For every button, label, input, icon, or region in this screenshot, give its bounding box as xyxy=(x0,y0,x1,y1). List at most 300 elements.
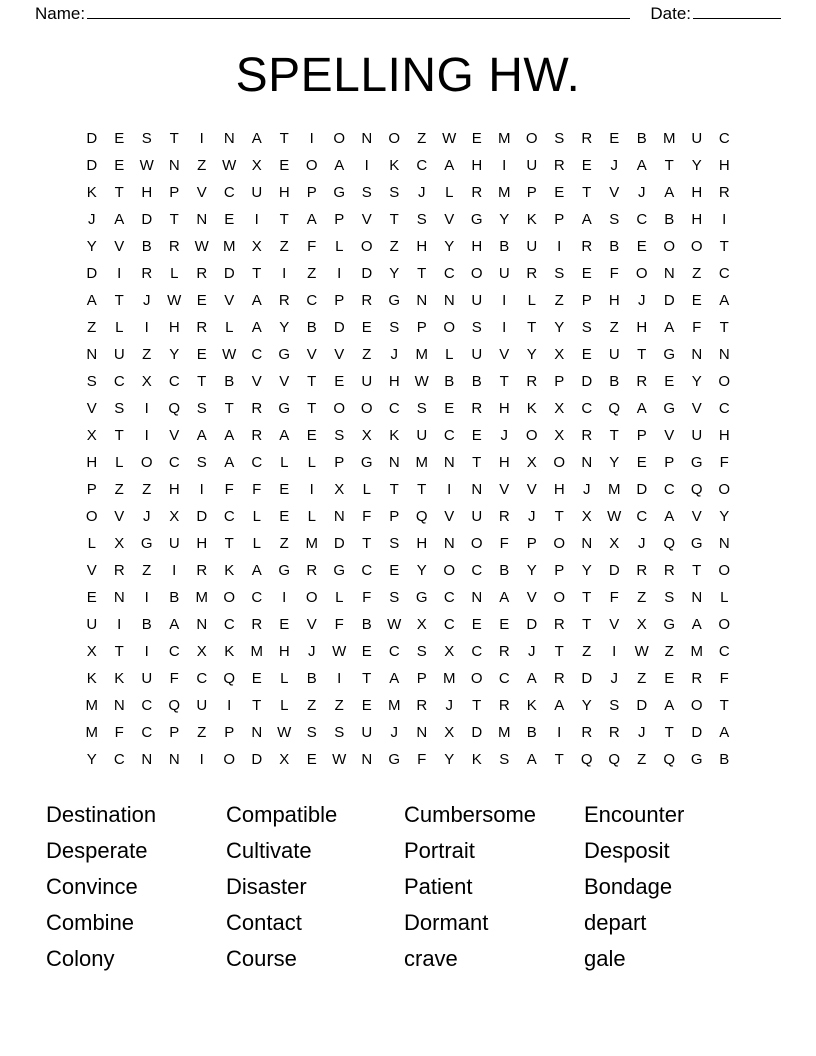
grid-cell[interactable]: F xyxy=(692,319,702,336)
grid-cell[interactable]: E xyxy=(279,616,290,633)
grid-cell[interactable]: E xyxy=(389,562,400,579)
grid-cell[interactable]: N xyxy=(223,130,235,147)
grid-cell[interactable]: K xyxy=(526,211,537,228)
grid-cell[interactable]: G xyxy=(663,400,676,417)
grid-cell[interactable]: S xyxy=(389,319,400,336)
grid-cell[interactable]: Y xyxy=(169,346,180,363)
grid-cell[interactable]: I xyxy=(199,481,204,498)
grid-cell[interactable]: H xyxy=(691,211,703,228)
grid-cell[interactable]: J xyxy=(390,346,398,363)
grid-cell[interactable]: L xyxy=(445,184,454,201)
grid-cell[interactable]: X xyxy=(279,751,290,768)
grid-cell[interactable]: V xyxy=(196,184,207,201)
grid-cell[interactable]: J xyxy=(500,427,508,444)
grid-cell[interactable]: R xyxy=(416,697,428,714)
grid-cell[interactable]: T xyxy=(389,211,399,228)
grid-cell[interactable]: K xyxy=(224,562,235,579)
word-list-item[interactable]: Patient xyxy=(404,874,473,899)
grid-cell[interactable]: Q xyxy=(415,508,428,525)
grid-cell[interactable]: I xyxy=(172,562,177,579)
grid-cell[interactable]: M xyxy=(498,724,511,741)
grid-cell[interactable]: O xyxy=(140,454,153,471)
grid-cell[interactable]: L xyxy=(307,454,316,471)
word-search-grid[interactable] xyxy=(78,125,738,773)
grid-cell[interactable]: I xyxy=(117,265,122,282)
grid-cell[interactable]: N xyxy=(718,535,730,552)
grid-cell[interactable]: Z xyxy=(279,535,289,552)
grid-cell[interactable]: V xyxy=(114,238,125,255)
grid-cell[interactable]: N xyxy=(113,697,125,714)
grid-cell[interactable]: C xyxy=(306,292,318,309)
grid-cell[interactable]: F xyxy=(114,724,124,741)
grid-cell[interactable]: Z xyxy=(279,238,289,255)
grid-cell[interactable]: A xyxy=(554,697,565,714)
grid-cell[interactable]: A xyxy=(664,319,675,336)
grid-cell[interactable]: M xyxy=(195,589,208,606)
grid-cell[interactable]: W xyxy=(222,157,237,174)
grid-cell[interactable]: Z xyxy=(362,346,372,363)
grid-cell[interactable]: E xyxy=(114,130,125,147)
grid-cell[interactable]: O xyxy=(690,238,703,255)
grid-cell[interactable]: O xyxy=(333,400,346,417)
grid-cell[interactable]: N xyxy=(416,292,428,309)
grid-cell[interactable]: R xyxy=(196,562,208,579)
grid-cell[interactable]: W xyxy=(277,724,292,741)
grid-cell[interactable]: D xyxy=(581,670,593,687)
grid-cell[interactable]: B xyxy=(636,130,647,147)
grid-cell[interactable]: N xyxy=(581,454,593,471)
grid-cell[interactable]: N xyxy=(113,589,125,606)
word-list-item[interactable]: depart xyxy=(584,910,647,935)
grid-cell[interactable]: T xyxy=(554,751,564,768)
grid-cell[interactable]: M xyxy=(663,130,676,147)
grid-cell[interactable]: B xyxy=(306,670,317,687)
grid-cell[interactable]: H xyxy=(388,373,400,390)
grid-cell[interactable]: J xyxy=(143,292,151,309)
grid-cell[interactable]: B xyxy=(609,238,620,255)
grid-cell[interactable]: I xyxy=(502,157,507,174)
grid-cell[interactable]: I xyxy=(254,211,259,228)
grid-cell[interactable]: C xyxy=(196,670,208,687)
grid-cell[interactable]: U xyxy=(526,157,538,174)
grid-cell[interactable]: X xyxy=(609,535,620,552)
grid-cell[interactable]: R xyxy=(691,670,703,687)
grid-cell[interactable]: R xyxy=(526,373,538,390)
grid-cell[interactable]: W xyxy=(194,238,209,255)
grid-cell[interactable]: C xyxy=(416,157,428,174)
grid-cell[interactable]: E xyxy=(279,157,290,174)
grid-cell[interactable]: J xyxy=(610,157,618,174)
grid-cell[interactable]: A xyxy=(444,157,455,174)
grid-cell[interactable]: K xyxy=(526,400,537,417)
grid-cell[interactable]: T xyxy=(692,562,702,579)
grid-cell[interactable]: J xyxy=(390,724,398,741)
grid-cell[interactable]: G xyxy=(663,346,676,363)
grid-cell[interactable]: I xyxy=(282,265,287,282)
grid-cell[interactable]: K xyxy=(86,670,97,687)
grid-cell[interactable]: Z xyxy=(664,643,674,660)
grid-cell[interactable]: E xyxy=(86,589,97,606)
grid-cell[interactable]: L xyxy=(335,238,344,255)
grid-cell[interactable]: Y xyxy=(86,751,97,768)
grid-cell[interactable]: X xyxy=(251,238,262,255)
grid-cell[interactable]: M xyxy=(443,670,456,687)
grid-cell[interactable]: I xyxy=(502,319,507,336)
grid-cell[interactable]: R xyxy=(168,238,180,255)
grid-cell[interactable]: G xyxy=(278,562,291,579)
grid-cell[interactable]: J xyxy=(308,643,316,660)
grid-cell[interactable]: O xyxy=(553,589,566,606)
grid-cell[interactable]: T xyxy=(719,697,729,714)
grid-cell[interactable]: L xyxy=(170,265,179,282)
grid-cell[interactable]: B xyxy=(444,373,455,390)
grid-cell[interactable]: B xyxy=(361,616,372,633)
word-list-item[interactable]: Contact xyxy=(226,910,302,935)
grid-cell[interactable]: O xyxy=(718,481,731,498)
grid-cell[interactable]: U xyxy=(691,427,703,444)
grid-cell[interactable]: C xyxy=(168,454,180,471)
grid-cell[interactable]: W xyxy=(387,616,402,633)
grid-cell[interactable]: Y xyxy=(581,697,592,714)
grid-cell[interactable]: X xyxy=(361,427,372,444)
grid-cell[interactable]: A xyxy=(691,616,702,633)
grid-cell[interactable]: L xyxy=(335,589,344,606)
grid-cell[interactable]: H xyxy=(278,643,290,660)
grid-cell[interactable]: W xyxy=(634,643,649,660)
grid-cell[interactable]: Q xyxy=(608,751,621,768)
grid-cell[interactable]: G xyxy=(333,562,346,579)
grid-cell[interactable]: P xyxy=(554,562,565,579)
grid-cell[interactable]: Q xyxy=(223,670,236,687)
grid-cell[interactable]: T xyxy=(307,373,317,390)
grid-cell[interactable]: N xyxy=(471,481,483,498)
grid-cell[interactable]: W xyxy=(442,130,457,147)
word-list-item[interactable]: Disaster xyxy=(226,874,307,899)
grid-cell[interactable]: W xyxy=(607,508,622,525)
grid-cell[interactable]: Y xyxy=(416,562,427,579)
grid-cell[interactable]: U xyxy=(251,184,263,201)
grid-cell[interactable]: I xyxy=(117,616,122,633)
grid-cell[interactable]: N xyxy=(443,454,455,471)
grid-cell[interactable]: E xyxy=(471,427,482,444)
grid-cell[interactable]: T xyxy=(664,724,674,741)
grid-cell[interactable]: N xyxy=(471,589,483,606)
grid-cell[interactable]: R xyxy=(581,238,593,255)
word-list-item[interactable]: Cultivate xyxy=(226,838,312,863)
grid-cell[interactable]: E xyxy=(499,616,510,633)
grid-cell[interactable]: T xyxy=(114,427,124,444)
grid-cell[interactable]: T xyxy=(472,697,482,714)
grid-cell[interactable]: W xyxy=(332,643,347,660)
grid-cell[interactable]: R xyxy=(278,292,290,309)
grid-cell[interactable]: E xyxy=(581,346,592,363)
grid-cell[interactable]: H xyxy=(416,238,428,255)
grid-cell[interactable]: A xyxy=(389,670,400,687)
grid-cell[interactable]: L xyxy=(307,508,316,525)
grid-cell[interactable]: C xyxy=(443,427,455,444)
grid-cell[interactable]: E xyxy=(279,508,290,525)
grid-cell[interactable]: R xyxy=(251,427,263,444)
grid-cell[interactable]: J xyxy=(418,184,426,201)
grid-cell[interactable]: U xyxy=(196,697,208,714)
grid-cell[interactable]: L xyxy=(280,697,289,714)
grid-cell[interactable]: P xyxy=(416,670,427,687)
grid-cell[interactable]: P xyxy=(169,724,180,741)
grid-cell[interactable]: A xyxy=(279,427,290,444)
grid-cell[interactable]: P xyxy=(389,508,400,525)
grid-cell[interactable]: T xyxy=(554,643,564,660)
grid-cell[interactable]: E xyxy=(444,400,455,417)
grid-cell[interactable]: E xyxy=(306,427,317,444)
grid-cell[interactable]: R xyxy=(663,562,675,579)
word-list-item[interactable]: Compatible xyxy=(226,802,338,827)
grid-cell[interactable]: T xyxy=(252,265,262,282)
grid-cell[interactable]: A xyxy=(251,292,262,309)
grid-cell[interactable]: A xyxy=(306,211,317,228)
grid-cell[interactable]: T xyxy=(582,589,592,606)
grid-cell[interactable]: P xyxy=(526,535,537,552)
grid-cell[interactable]: I xyxy=(309,481,314,498)
grid-cell[interactable]: H xyxy=(141,184,153,201)
grid-cell[interactable]: J xyxy=(638,535,646,552)
grid-cell[interactable]: R xyxy=(526,265,538,282)
grid-cell[interactable]: R xyxy=(113,562,125,579)
word-list-item[interactable]: Encounter xyxy=(584,802,685,827)
grid-cell[interactable]: D xyxy=(86,130,98,147)
grid-cell[interactable]: B xyxy=(499,562,510,579)
grid-cell[interactable]: Q xyxy=(663,535,676,552)
grid-cell[interactable]: R xyxy=(553,157,565,174)
grid-cell[interactable]: A xyxy=(334,157,345,174)
grid-cell[interactable]: V xyxy=(664,427,675,444)
grid-cell[interactable]: T xyxy=(169,211,179,228)
grid-cell[interactable]: X xyxy=(554,346,565,363)
grid-cell[interactable]: D xyxy=(86,265,98,282)
grid-cell[interactable]: N xyxy=(443,535,455,552)
grid-cell[interactable]: R xyxy=(608,724,620,741)
grid-cell[interactable]: C xyxy=(718,265,730,282)
grid-cell[interactable]: A xyxy=(526,670,537,687)
grid-cell[interactable]: J xyxy=(445,697,453,714)
grid-cell[interactable]: N xyxy=(663,265,675,282)
grid-cell[interactable]: R xyxy=(251,400,263,417)
grid-cell[interactable]: I xyxy=(337,670,342,687)
grid-cell[interactable]: V xyxy=(609,184,620,201)
grid-cell[interactable]: F xyxy=(719,454,729,471)
grid-cell[interactable]: I xyxy=(144,319,149,336)
grid-cell[interactable]: I xyxy=(502,292,507,309)
grid-cell[interactable]: P xyxy=(334,454,345,471)
grid-cell[interactable]: F xyxy=(362,589,372,606)
grid-cell[interactable]: T xyxy=(307,400,317,417)
grid-cell[interactable]: G xyxy=(278,400,291,417)
grid-cell[interactable]: C xyxy=(388,643,400,660)
grid-cell[interactable]: R xyxy=(361,292,373,309)
grid-cell[interactable]: H xyxy=(498,400,510,417)
grid-cell[interactable]: O xyxy=(635,265,648,282)
grid-cell[interactable]: H xyxy=(471,238,483,255)
grid-cell[interactable]: C xyxy=(718,400,730,417)
grid-cell[interactable]: T xyxy=(252,697,262,714)
grid-cell[interactable]: Z xyxy=(142,346,152,363)
grid-cell[interactable]: I xyxy=(144,643,149,660)
grid-cell[interactable]: R xyxy=(498,643,510,660)
grid-cell[interactable]: H xyxy=(608,292,620,309)
grid-cell[interactable]: X xyxy=(169,508,180,525)
grid-cell[interactable]: C xyxy=(718,130,730,147)
grid-cell[interactable]: R xyxy=(718,184,730,201)
grid-cell[interactable]: T xyxy=(279,130,289,147)
grid-cell[interactable]: I xyxy=(722,211,727,228)
grid-cell[interactable]: Q xyxy=(663,751,676,768)
grid-cell[interactable]: L xyxy=(87,535,96,552)
grid-cell[interactable]: C xyxy=(141,697,153,714)
grid-cell[interactable]: A xyxy=(196,427,207,444)
grid-cell[interactable]: A xyxy=(499,589,510,606)
grid-cell[interactable]: S xyxy=(306,724,317,741)
grid-cell[interactable]: V xyxy=(361,211,372,228)
grid-cell[interactable]: E xyxy=(664,373,675,390)
word-list-item[interactable]: gale xyxy=(584,946,626,971)
grid-cell[interactable]: P xyxy=(169,184,180,201)
grid-cell[interactable]: G xyxy=(663,616,676,633)
date-blank-line[interactable] xyxy=(693,4,781,19)
grid-cell[interactable]: P xyxy=(334,211,345,228)
grid-cell[interactable]: G xyxy=(470,211,483,228)
grid-cell[interactable]: E xyxy=(636,454,647,471)
grid-cell[interactable]: S xyxy=(554,265,565,282)
grid-cell[interactable]: F xyxy=(499,535,509,552)
grid-cell[interactable]: A xyxy=(224,454,235,471)
name-blank-line[interactable] xyxy=(87,4,630,19)
grid-cell[interactable]: Y xyxy=(444,751,455,768)
grid-cell[interactable]: L xyxy=(225,319,234,336)
grid-cell[interactable]: T xyxy=(719,319,729,336)
grid-cell[interactable]: S xyxy=(114,400,125,417)
grid-cell[interactable]: T xyxy=(114,184,124,201)
grid-cell[interactable]: C xyxy=(443,616,455,633)
grid-cell[interactable]: N xyxy=(361,130,373,147)
grid-cell[interactable]: T xyxy=(114,643,124,660)
grid-cell[interactable]: D xyxy=(361,265,373,282)
grid-cell[interactable]: K xyxy=(86,184,97,201)
grid-cell[interactable]: X xyxy=(334,481,345,498)
grid-cell[interactable]: K xyxy=(389,427,400,444)
grid-cell[interactable]: G xyxy=(140,535,153,552)
grid-cell[interactable]: T xyxy=(279,211,289,228)
grid-cell[interactable]: B xyxy=(141,616,152,633)
word-list-item[interactable]: Desperate xyxy=(46,838,148,863)
grid-cell[interactable]: S xyxy=(499,751,510,768)
word-list-item[interactable]: Combine xyxy=(46,910,135,935)
grid-cell[interactable]: J xyxy=(638,184,646,201)
grid-cell[interactable]: I xyxy=(282,589,287,606)
grid-cell[interactable]: T xyxy=(114,292,124,309)
grid-cell[interactable]: P xyxy=(86,481,97,498)
grid-cell[interactable]: T xyxy=(362,670,372,687)
grid-cell[interactable]: M xyxy=(85,724,98,741)
grid-cell[interactable]: X xyxy=(526,454,537,471)
grid-cell[interactable]: X xyxy=(581,508,592,525)
grid-cell[interactable]: Q xyxy=(580,751,593,768)
grid-cell[interactable]: T xyxy=(472,454,482,471)
grid-cell[interactable]: P xyxy=(526,184,537,201)
grid-cell[interactable]: F xyxy=(252,481,262,498)
grid-cell[interactable]: Z xyxy=(637,670,647,687)
grid-cell[interactable]: T xyxy=(224,400,234,417)
grid-cell[interactable]: T xyxy=(362,535,372,552)
grid-cell[interactable]: S xyxy=(389,589,400,606)
grid-cell[interactable]: Y xyxy=(691,373,702,390)
grid-cell[interactable]: O xyxy=(360,400,373,417)
grid-cell[interactable]: O xyxy=(525,427,538,444)
grid-cell[interactable]: X xyxy=(141,373,152,390)
grid-cell[interactable]: D xyxy=(333,535,345,552)
grid-cell[interactable]: E xyxy=(334,373,345,390)
grid-cell[interactable]: B xyxy=(224,373,235,390)
grid-cell[interactable]: E xyxy=(196,346,207,363)
grid-cell[interactable]: V xyxy=(114,508,125,525)
grid-cell[interactable]: O xyxy=(525,130,538,147)
grid-cell[interactable]: G xyxy=(388,751,401,768)
grid-cell[interactable]: H xyxy=(553,481,565,498)
grid-cell[interactable]: K xyxy=(526,697,537,714)
grid-cell[interactable]: E xyxy=(664,670,675,687)
grid-cell[interactable]: A xyxy=(636,400,647,417)
grid-cell[interactable]: Z xyxy=(307,697,317,714)
word-list-item[interactable]: Portrait xyxy=(404,838,475,863)
grid-cell[interactable]: E xyxy=(196,292,207,309)
grid-cell[interactable]: V xyxy=(444,508,455,525)
grid-cell[interactable]: X xyxy=(114,535,125,552)
word-list-item[interactable]: crave xyxy=(404,946,458,971)
grid-cell[interactable]: T xyxy=(582,184,592,201)
grid-cell[interactable]: N xyxy=(718,346,730,363)
grid-cell[interactable]: O xyxy=(443,562,456,579)
grid-cell[interactable]: R xyxy=(581,130,593,147)
grid-cell[interactable]: Z xyxy=(142,481,152,498)
word-list-item[interactable]: Cumbersome xyxy=(404,802,537,827)
grid-cell[interactable]: X xyxy=(86,643,97,660)
grid-cell[interactable]: S xyxy=(554,130,565,147)
grid-cell[interactable]: S xyxy=(86,373,97,390)
grid-cell[interactable]: I xyxy=(227,697,232,714)
grid-cell[interactable]: H xyxy=(168,481,180,498)
grid-cell[interactable]: N xyxy=(86,346,98,363)
grid-cell[interactable]: I xyxy=(144,400,149,417)
grid-cell[interactable]: C xyxy=(443,589,455,606)
grid-cell[interactable]: D xyxy=(526,616,538,633)
grid-cell[interactable]: Z xyxy=(389,238,399,255)
grid-cell[interactable]: S xyxy=(361,184,372,201)
grid-cell[interactable]: Z xyxy=(334,697,344,714)
grid-cell[interactable]: V xyxy=(499,481,510,498)
grid-cell[interactable]: E xyxy=(581,265,592,282)
grid-cell[interactable]: G xyxy=(278,346,291,363)
grid-cell[interactable]: P xyxy=(664,454,675,471)
grid-cell[interactable]: E xyxy=(361,643,372,660)
grid-cell[interactable]: D xyxy=(691,724,703,741)
grid-cell[interactable]: F xyxy=(362,508,372,525)
grid-cell[interactable]: E xyxy=(306,751,317,768)
grid-cell[interactable]: E xyxy=(554,184,565,201)
grid-cell[interactable]: C xyxy=(251,346,263,363)
grid-cell[interactable]: S xyxy=(334,427,345,444)
grid-cell[interactable]: S xyxy=(334,724,345,741)
grid-cell[interactable]: H xyxy=(416,535,428,552)
grid-cell[interactable]: R xyxy=(196,265,208,282)
grid-cell[interactable]: C xyxy=(223,616,235,633)
